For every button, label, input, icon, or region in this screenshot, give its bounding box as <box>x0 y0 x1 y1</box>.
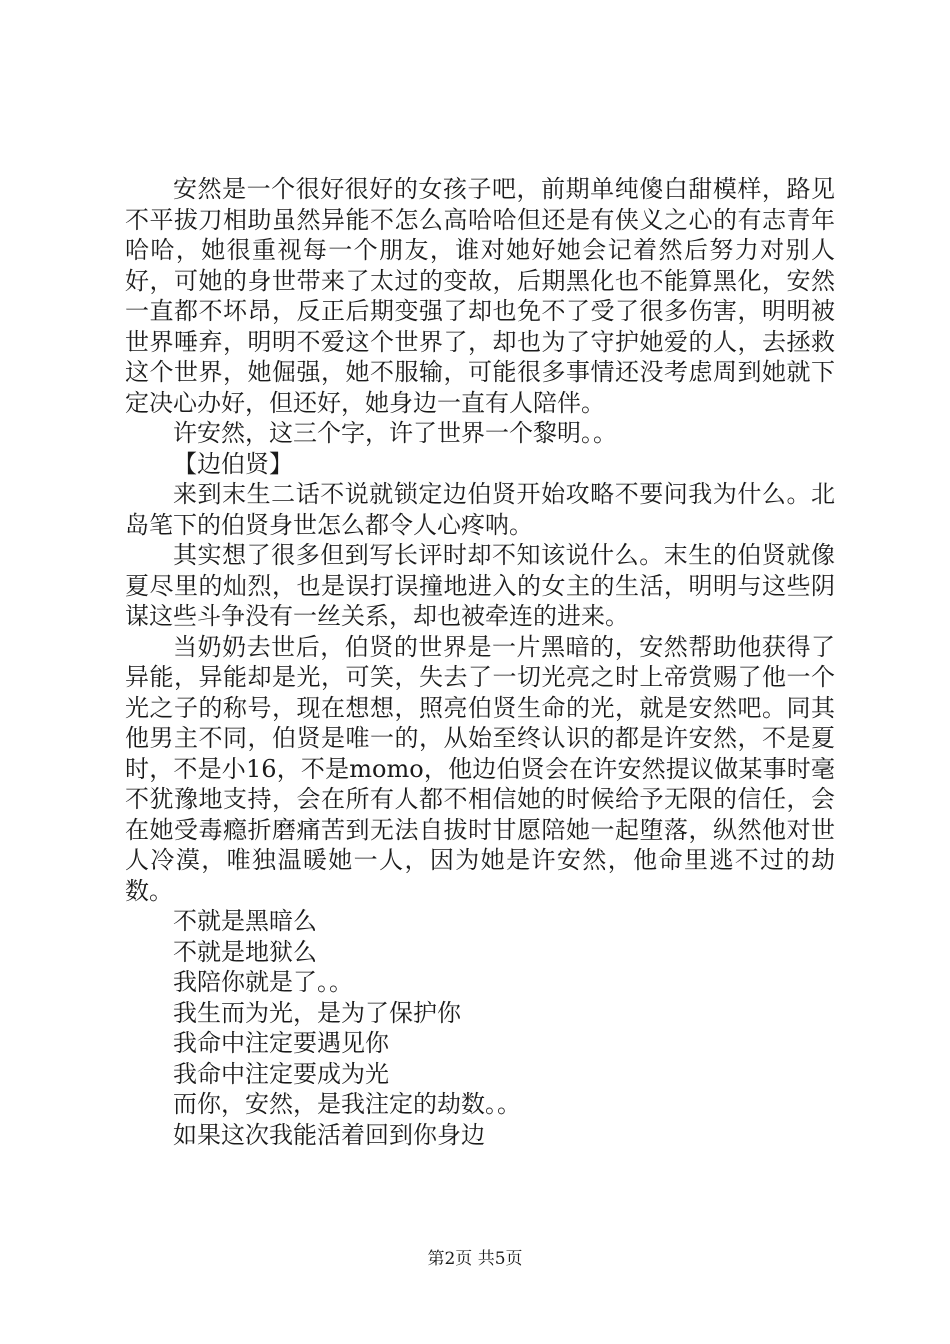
paragraph-anran-description: 安然是一个很好很好的女孩子吧，前期单纯傻白甜模样，路见不平拔刀相助虽然异能不怎么高哈哈但还是有侠义之心的有志青年哈哈，她很重视每一个朋友，谁对她好她会记着然后努力对别人好，可她的身世带来了太过的变故，后期黑化也不能算黑化，安然一直都不坏昂，反正后期变强了却也免不了受了很多伤害，明明被世界唾弃，明明不爱这个世界了，却也为了守护她爱的人，去拯救这个世界，她倔强，她不服输，可能很多事情还没考虑周到她就下定决心办好，但还好，她身边一直有人陪伴。 <box>125 175 835 417</box>
paragraph-anran-dawn: 许安然，这三个字，许了世界一个黎明。。 <box>173 419 617 447</box>
verse-line: 如果这次我能活着回到你身边 <box>173 1120 485 1149</box>
document-body <box>125 174 835 1150</box>
verse-line: 而你，安然，是我注定的劫数。。 <box>173 1090 521 1118</box>
section-heading-bian-boxian: 【边伯贤】 <box>173 449 293 478</box>
paragraph-boxian-light: 当奶奶去世后，伯贤的世界是一片黑暗的，安然帮助他获得了异能，异能却是光，可笑，失去了一切光亮之时上帝赏赐了他一个光之子的称号，现在想想，照亮伯贤生命的光，就是安然吧。同其他男主不同，伯贤是唯一的，从始至终认识的都是许安然，不是夏时，不是小16，不是momo，他边伯贤会在许安然提议做某事时毫不犹豫地支持，会在所有人都不相信她的时候给予无限的信任，会在她受毒瘾折磨痛苦到无法自拔时甘愿陪她一起堕落，纵然他对世人冷漠，唯独温暖她一人，因为她是许安然，他命里逃不过的劫数。 <box>125 632 835 905</box>
verse-line: 我命中注定要成为光 <box>173 1059 389 1088</box>
verse-line: 我命中注定要遇见你 <box>173 1029 389 1057</box>
verse-line: 我生而为光，是为了保护你 <box>173 998 461 1027</box>
paragraph-boxian-review: 其实想了很多但到写长评时却不知该说什么。末生的伯贤就像夏尽里的灿烈，也是误打误撞地进入的女主的生活，明明与这些阴谋这些斗争没有一丝关系，却也被牵连的进来。 <box>125 541 835 630</box>
paragraph-boxian-intro: 来到末生二话不说就锁定边伯贤开始攻略不要问我为什么。北岛笔下的伯贤身世怎么都令人心疼呐。 <box>125 480 835 539</box>
verse-line: 不就是黑暗么 <box>173 907 317 935</box>
verse-line: 不就是地狱么 <box>173 937 317 966</box>
page-number-footer: 第2页 共5页 <box>427 1249 523 1269</box>
verse-line: 我陪你就是了。。 <box>173 968 353 996</box>
